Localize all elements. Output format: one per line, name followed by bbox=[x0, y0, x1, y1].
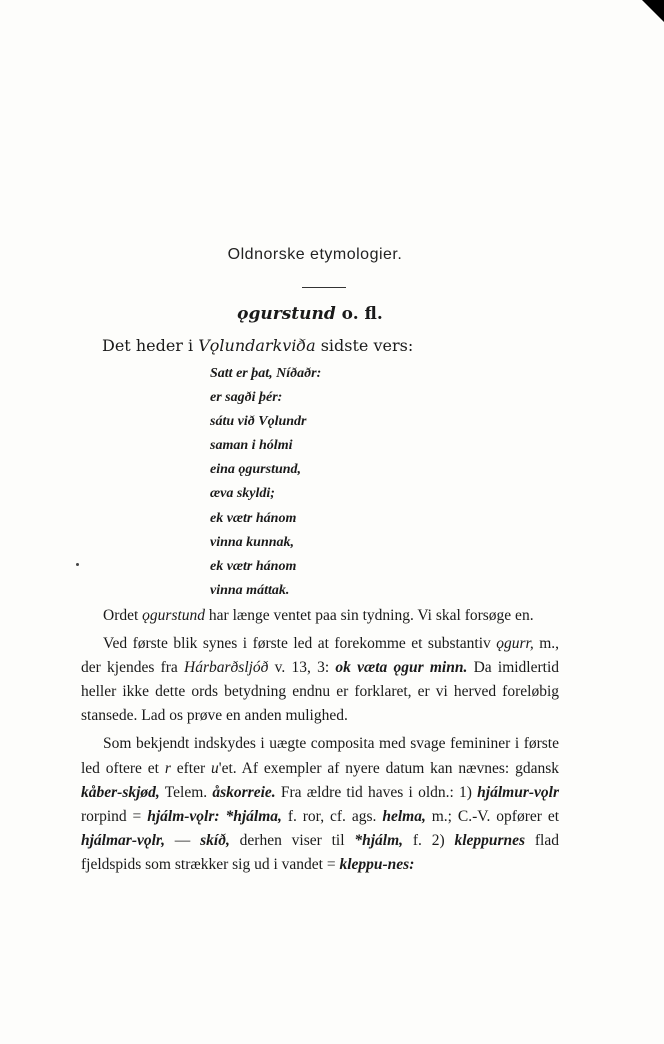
verse-line: vinna kunnak, bbox=[210, 534, 295, 550]
verse-line: sátu við Vǫlundr bbox=[210, 414, 307, 430]
verse-line: er sagði þér: bbox=[210, 390, 283, 406]
intro-poem-title: Vǫlundarkviða bbox=[198, 336, 316, 355]
verse-line: æva skyldi; bbox=[210, 486, 275, 502]
intro-tail: sidste vers: bbox=[315, 336, 414, 355]
verse-line: Satt er þat, Níðaðr: bbox=[210, 366, 322, 381]
verse-line: ek vætr hánom bbox=[210, 558, 297, 574]
paragraph-3: Som bekjendt indskydes i uægte composita med svage femininer i første led oftere et r efter u'et. Af exempler af nyere datum kan nævnes: gdansk kåber-skjød, Telem. åskorreie. Fra ældre tid haves i oldn.: 1) hjálmur-vǫlr rorpind = hjálm-vǫlr: *hjálma, f. ror, cf. ags. helma, m.; C.-V. opfører et hjálmar-vǫlr, — skíð, derhen viser til *hjálm, f. 2) kleppurnes flad fjeldspids som strækker sig ud i vandet = kleppu-nes: bbox=[81, 735, 560, 873]
section-title bbox=[0, 304, 620, 324]
page-title: Oldnorske etymologier. bbox=[227, 246, 403, 263]
verse-line: vinna máttak. bbox=[210, 582, 290, 598]
verse-line: saman i hólmi bbox=[210, 438, 293, 454]
paragraph-1: Ordet ǫgurstund har længe ventet paa sin tydning. Vi skal forsøge en. bbox=[103, 607, 534, 624]
margin-speck bbox=[76, 563, 79, 566]
intro-lead: Det heder i bbox=[102, 336, 199, 355]
intro-line bbox=[102, 336, 413, 355]
body-text bbox=[81, 604, 559, 881]
section-title-rest: o. fl. bbox=[335, 304, 383, 324]
page-corner-mark bbox=[642, 0, 664, 22]
paragraph-2: Ved første blik synes i første led at forekomme et substantiv ǫgurr, m., der kjendes fra Hárbarðsljóð v. 13, 3: ok væta ǫgur minn. Da imidlertid heller ikke dette ords betydning endnu er forklaret, er vi herved foreløbig stansede. Lad os prøve en anden mulighed. bbox=[81, 635, 560, 725]
section-title-word: ǫgurstund bbox=[237, 304, 336, 324]
verse-block bbox=[210, 362, 321, 603]
title-divider bbox=[302, 287, 346, 288]
verse-line: ek vætr hánom bbox=[210, 510, 297, 526]
verse-line: eina ǫgurstund, bbox=[210, 462, 302, 478]
